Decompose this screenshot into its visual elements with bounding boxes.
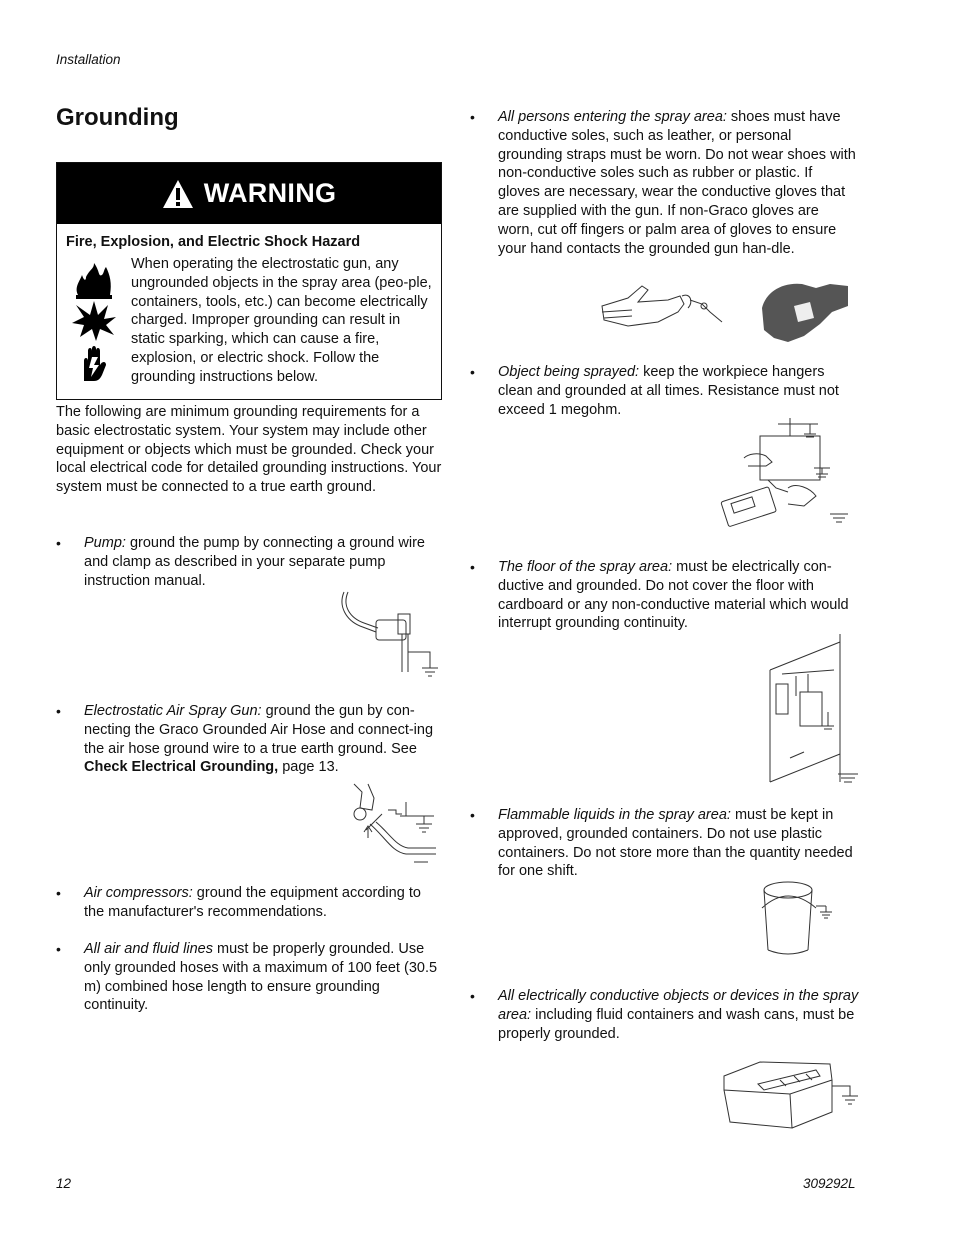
bullet-pump: Pump: ground the pump by connecting a ground wire and clamp as described in your separate pump instruction manual. <box>84 535 425 589</box>
bullet-dot: • <box>56 535 61 551</box>
intro-paragraph: The following are minimum grounding requirements for a basic electrostatic system. Your system may include other equipment or objects which must be grounded. Check your local electrical code for detailed grounding instructions. Your system must be connected to a true earth ground. <box>56 404 442 496</box>
workpiece-ground-illustration <box>718 418 858 538</box>
wash-can-illustration <box>720 1060 860 1132</box>
page-number: 12 <box>56 1176 72 1191</box>
explosion-icon <box>72 301 116 341</box>
bullet-conductive-objects: All electrically conductive objects or devices in the spray area: including fluid containers and wash cans, must be properly grounded. <box>498 988 859 1042</box>
bullet-dot: • <box>470 988 475 1004</box>
bullet-dot: • <box>56 703 61 719</box>
bullet-dot: • <box>470 807 475 823</box>
spray-gun-ground-illustration <box>336 780 442 866</box>
bullet-persons: All persons entering the spray area: shoes must have conductive soles, such as leather, or personal grounding straps must be worn. Do not wear shoes with non-conductive soles such as rubber or plastic. If gloves are necessary, wear the conductive gloves that are supplied with the gun. If non-Graco gloves are worn, cut off fingers or palm area of gloves to ensure your hand contacts the grounded gun han-dle. <box>498 109 856 257</box>
bullet-dot: • <box>470 364 475 380</box>
bullet-floor: The floor of the spray area: must be electrically con-ductive and grounded. Do not cover the floor with cardboard or any non-conductive material which would interrupt grounding continuity. <box>498 559 849 632</box>
fire-icon <box>72 261 116 301</box>
bullet-dot: • <box>56 885 61 901</box>
section-label: Installation <box>56 52 121 67</box>
warning-label: WARNING <box>203 178 337 208</box>
page-title: Grounding <box>56 104 179 131</box>
bullet-air-fluid-lines: All air and fluid lines must be properly grounded. Use only grounded hoses with a maximum of 100 feet (30.5 m) combined hose length to ensure grounding continuity. <box>84 941 438 1014</box>
grounded-container-illustration <box>760 878 842 964</box>
conductive-glove-illustration <box>598 278 856 346</box>
spray-booth-floor-illustration <box>760 634 866 786</box>
hazard-text: When operating the electrostatic gun, any ungrounded objects in the spray area (peo-ple, containers, tools, etc.) can become electrically charged. Improper grounding can result in static sparking, which can cause a fire, explosion, or electric shock. Follow the grounding instructions below. <box>131 256 432 385</box>
warning-triangle-icon <box>162 179 194 209</box>
document-number: 309292L <box>803 1176 856 1191</box>
bullet-dot: • <box>56 941 61 957</box>
bullet-dot: • <box>470 559 475 575</box>
electric-shock-icon <box>72 343 116 383</box>
bullet-flammable-liquids: Flammable liquids in the spray area: must be kept in approved, grounded containers. Do not use plastic containers. Do not store more than the quantity needed for one shift. <box>498 807 853 880</box>
bullet-dot: • <box>470 109 475 125</box>
hazard-title: Fire, Explosion, and Electric Shock Hazard <box>66 234 361 250</box>
warning-box <box>56 162 442 400</box>
bullet-object-sprayed: Object being sprayed: keep the workpiece hangers clean and grounded at all times. Resistance must not exceed 1 megohm. <box>498 364 839 418</box>
bullet-air-compressors: Air compressors: ground the equipment according to the manufacturer's recommendations. <box>84 885 421 920</box>
bullet-spray-gun: Electrostatic Air Spray Gun: ground the gun by con-necting the Graco Grounded Air Hose and connect-ing the air hose ground wire to a true earth ground. See Check Electrical Grounding, page 13. <box>84 703 434 776</box>
pump-ground-illustration <box>336 592 442 684</box>
warning-header <box>57 163 441 224</box>
